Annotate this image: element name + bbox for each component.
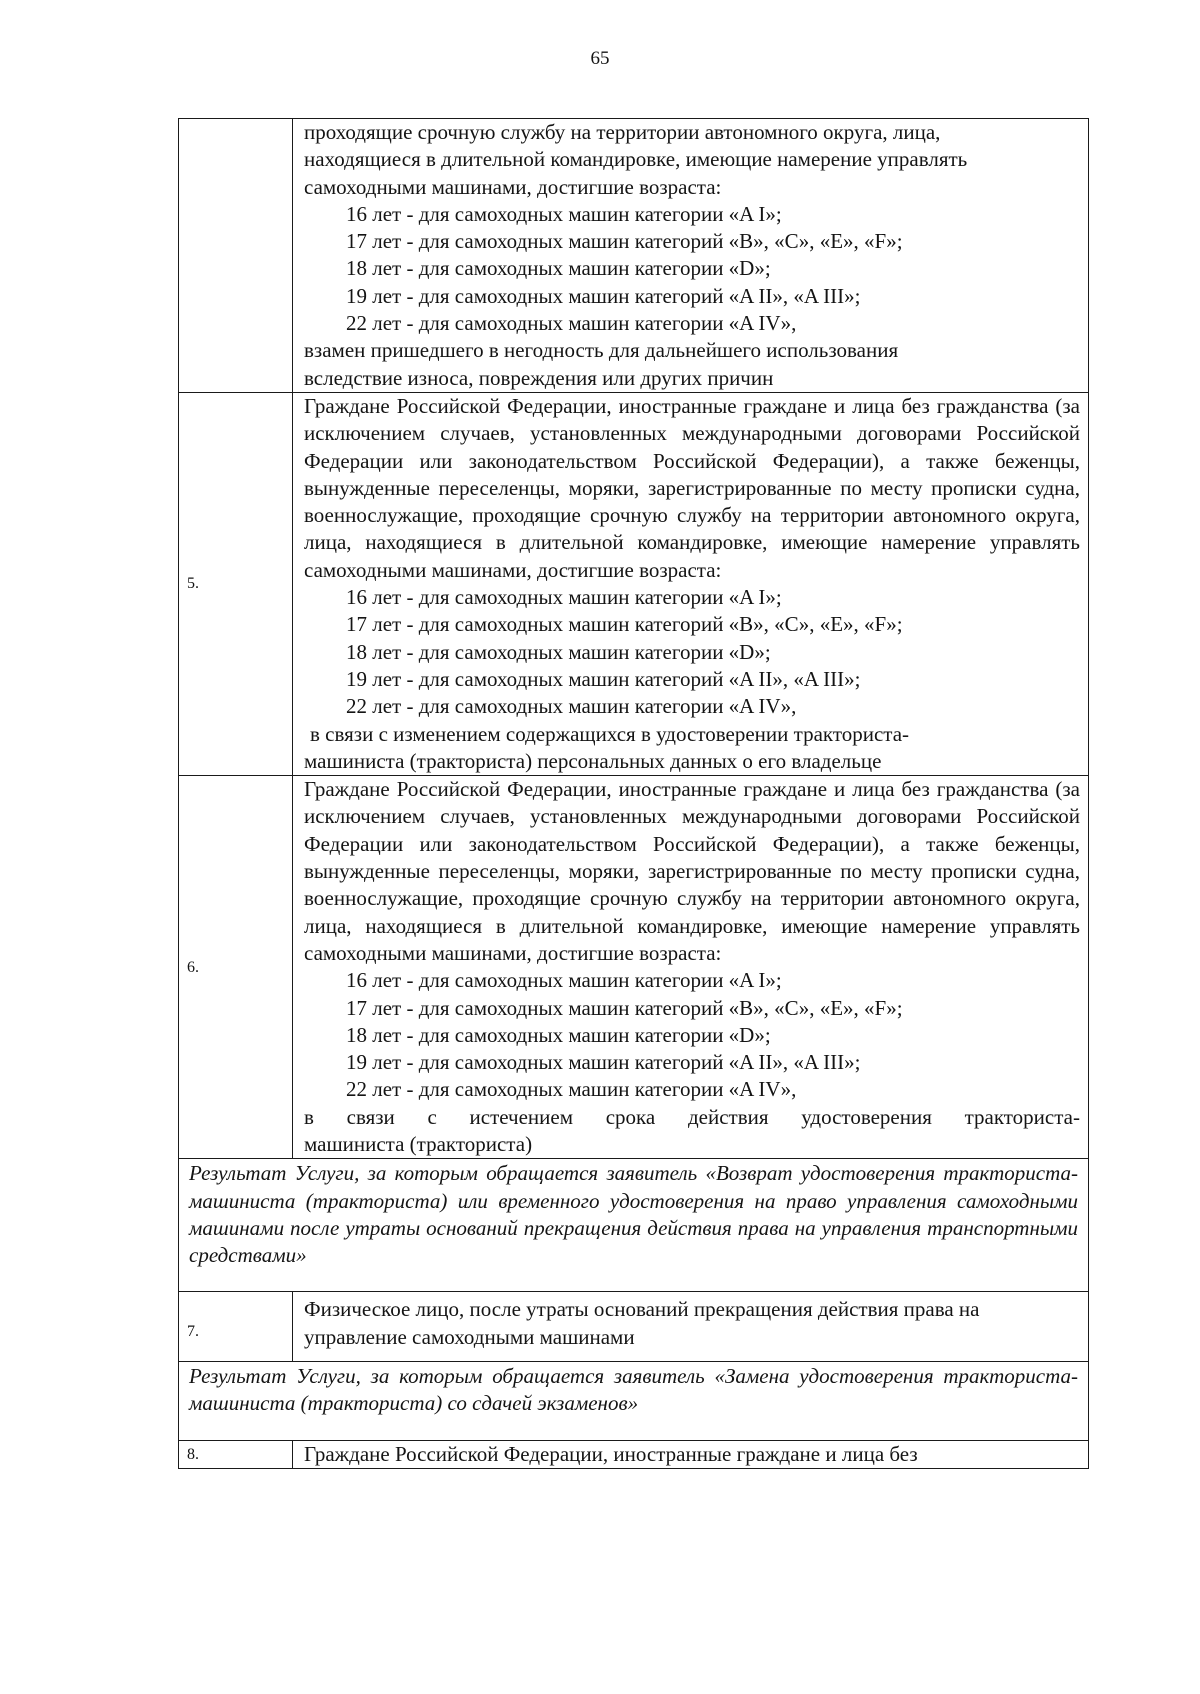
age-category-line: 18 лет - для самоходных машин категории «D»; (346, 639, 771, 664)
reason-line: взамен пришедшего в негодность для дальнейшего использования (304, 338, 899, 363)
age-category-line: 17 лет - для самоходных машин категорий «B», «C», «E», «F»; (346, 612, 903, 637)
age-category-line: 22 лет - для самоходных машин категории «A IV», (346, 311, 797, 336)
table-row-8 (179, 1440, 1089, 1468)
age-category-line: 19 лет - для самоходных машин категорий «A II», «A III»; (346, 666, 861, 691)
table-row-5 (179, 392, 1089, 775)
reason-line: вследствие износа, повреждения или других причин (304, 365, 774, 390)
table-row-6 (179, 776, 1089, 1159)
text-line: самоходными машинами, достигшие возраста: (304, 174, 722, 199)
result-header-return: Результат Услуги, за которым обращается заявитель «Возврат удостоверения тракториста-машиниста (тракториста) или временного удостоверения на право управления самоходными машинами после утраты оснований прекращения действия права на управления транспортными средствами» (179, 1159, 1089, 1292)
row-number: 7. (179, 1292, 293, 1362)
text-line: находящиеся в длительной командировке, имеющие намерение управлять (304, 147, 968, 172)
row-content-continued (293, 119, 1089, 393)
result-header-row-replace (179, 1362, 1089, 1441)
result-header-replace: Результат Услуги, за которым обращается заявитель «Замена удостоверения тракториста-машиниста (тракториста) со сдачей экзаменов» (179, 1362, 1089, 1441)
reason-line: машиниста (тракториста) (304, 1131, 533, 1156)
table-row-continued (179, 119, 1089, 393)
row-number-cell-empty (179, 119, 293, 393)
row-content-6 (293, 776, 1089, 1159)
age-category-line: 17 лет - для самоходных машин категорий «B», «C», «E», «F»; (346, 229, 903, 254)
row-number: 6. (179, 776, 293, 1159)
age-category-line: 16 лет - для самоходных машин категории «A I»; (346, 968, 782, 993)
age-category-line: 19 лет - для самоходных машин категорий «A II», «A III»; (346, 1050, 861, 1075)
age-category-line: 16 лет - для самоходных машин категории «A I»; (346, 201, 782, 226)
row-content-5 (293, 392, 1089, 775)
row-content-8: Граждане Российской Федерации, иностранные граждане и лица без (293, 1440, 1089, 1468)
age-category-line: 18 лет - для самоходных машин категории «D»; (346, 1022, 771, 1047)
age-category-line: 16 лет - для самоходных машин категории «A I»; (346, 585, 782, 610)
age-category-line: 19 лет - для самоходных машин категорий «A II», «A III»; (346, 283, 861, 308)
reason-line: в связи с истечением срока действия удостоверения тракториста- (304, 1104, 1080, 1129)
age-category-line: 22 лет - для самоходных машин категории «A IV», (346, 1077, 797, 1102)
row-number: 5. (179, 392, 293, 775)
applicant-description: Граждане Российской Федерации, иностранные граждане и лица без гражданства (за исключением случаев, установленных международными договорами Российской Федерации или законодательством Российской Федерации), а также беженцы, вынужденные переселенцы, моряки, зарегистрированные по месту прописки судна, военнослужащие, проходящие срочную службу на территории автономного округа, лица, находящиеся в длительной командировке, имеющие намерение управлять самоходными машинами, достигшие возраста: (304, 777, 1080, 965)
page-number: 65 (590, 48, 610, 69)
reason-line: машиниста (тракториста) персональных данных о его владельце (304, 748, 882, 773)
row-content-7: Физическое лицо, после утраты оснований прекращения действия права на управление самоходными машинами (293, 1292, 1089, 1362)
reason-line: в связи с изменением содержащихся в удостоверении тракториста- (310, 721, 910, 746)
result-header-row-return (179, 1159, 1089, 1292)
services-table (178, 118, 1089, 1469)
text-line: проходящие срочную службу на территории автономного округа, лица, (304, 120, 941, 144)
table-row-7 (179, 1292, 1089, 1362)
row-number: 8. (179, 1440, 293, 1468)
age-category-line: 17 лет - для самоходных машин категорий «B», «C», «E», «F»; (346, 995, 903, 1020)
age-category-line: 18 лет - для самоходных машин категории «D»; (346, 256, 771, 281)
age-category-line: 22 лет - для самоходных машин категории «A IV», (346, 694, 797, 719)
applicant-description: Граждане Российской Федерации, иностранные граждане и лица без гражданства (за исключением случаев, установленных международными договорами Российской Федерации или законодательством Российской Федерации), а также беженцы, вынужденные переселенцы, моряки, зарегистрированные по месту прописки судна, военнослужащие, проходящие срочную службу на территории автономного округа, лица, находящиеся в длительной командировке, имеющие намерение управлять самоходными машинами, достигшие возраста: (304, 393, 1080, 582)
